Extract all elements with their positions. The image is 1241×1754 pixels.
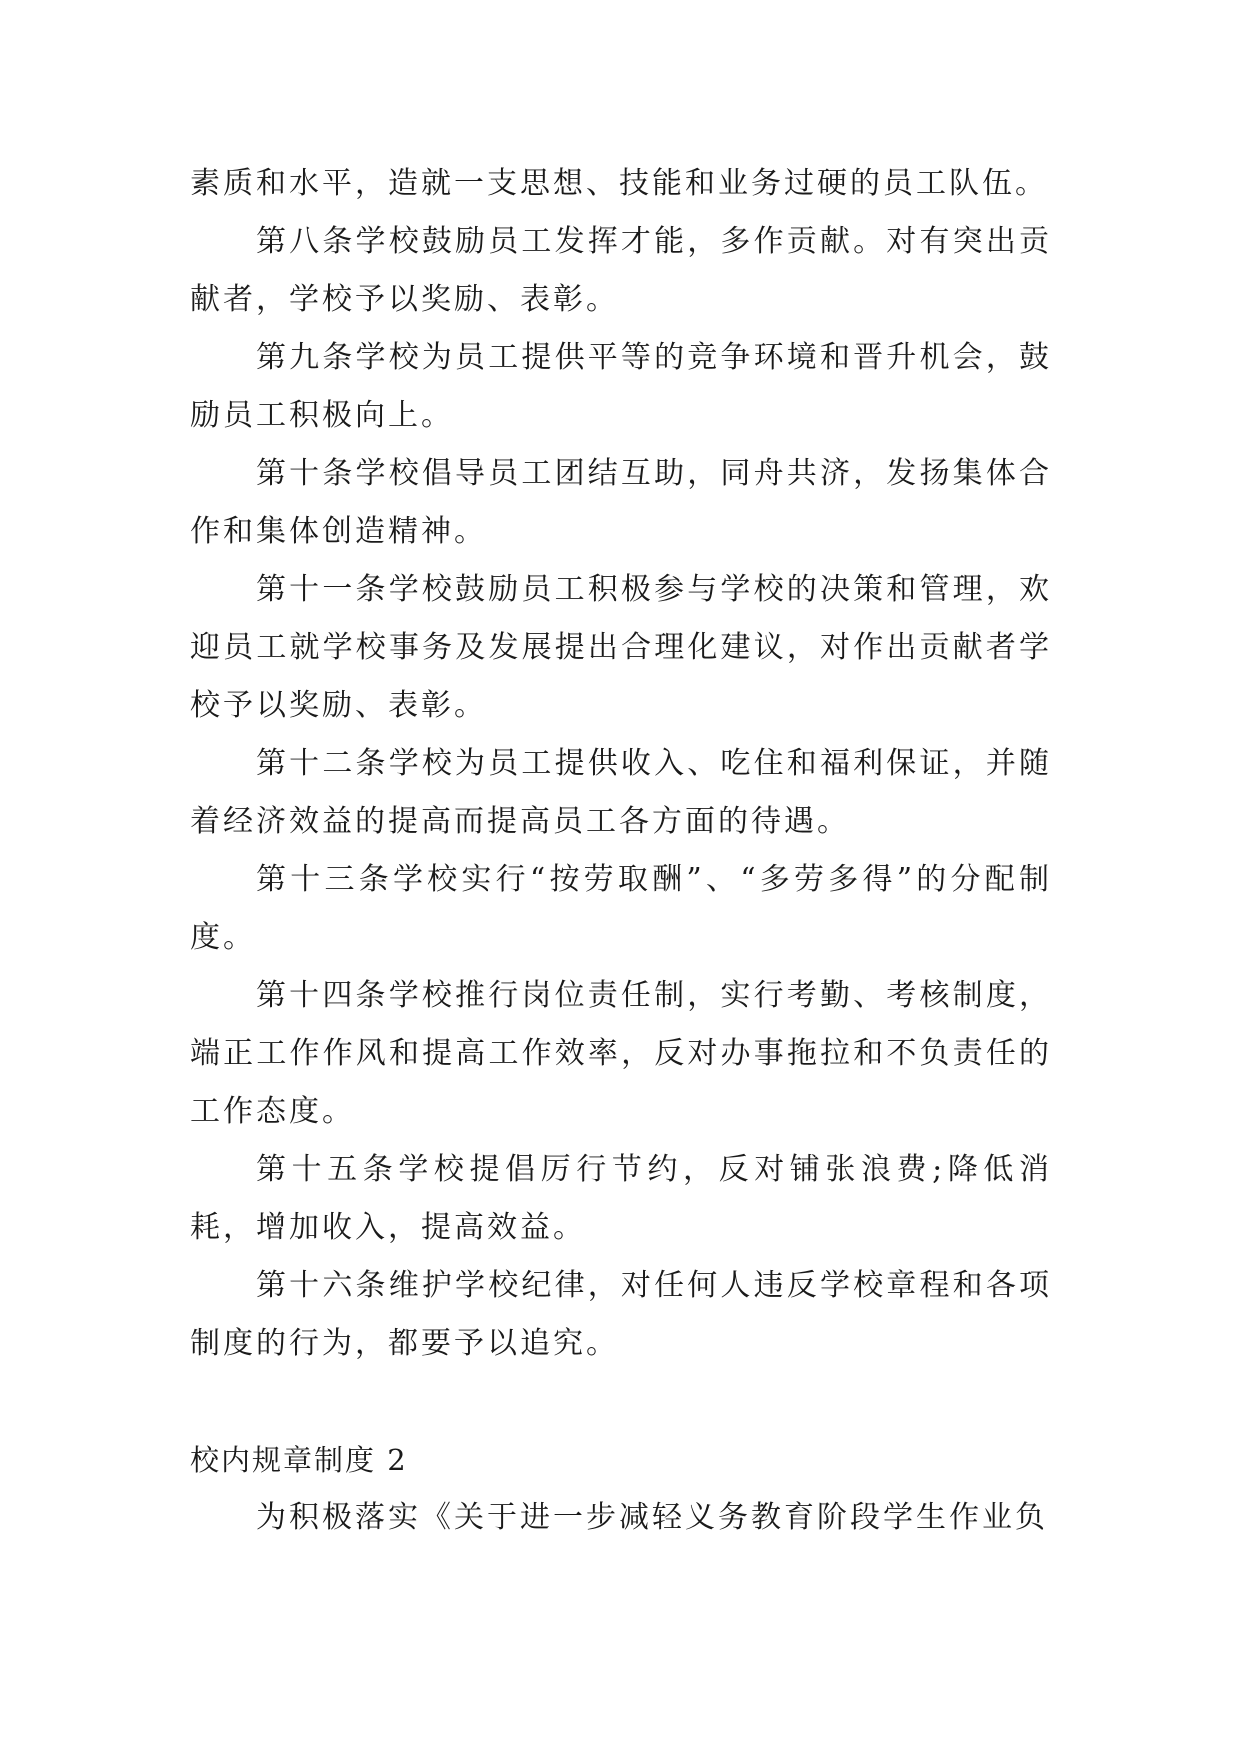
paragraph-article-8: 第八条学校鼓励员工发挥才能，多作贡献。对有突出贡献者，学校予以奖励、表彰。 <box>190 224 1052 317</box>
paragraph-1: 素质和水平，造就一支思想、技能和业务过硬的员工队伍。 <box>190 166 1048 201</box>
paragraph-article-9: 第九条学校为员工提供平等的竞争环境和晋升机会，鼓励员工积极向上。 <box>190 340 1052 433</box>
document-body <box>190 155 1052 1547</box>
paragraph-article-11: 第十一条学校鼓励员工积极参与学校的决策和管理，欢迎员工就学校事务及发展提出合理化建议，对作出贡献者学校予以奖励、表彰。 <box>190 572 1052 723</box>
paragraph-article-10: 第十条学校倡导员工团结互助，同舟共济，发扬集体合作和集体创造精神。 <box>190 456 1052 549</box>
paragraph-article-13: 第十三条学校实行“按劳取酬”、“多劳多得”的分配制度。 <box>190 862 1052 955</box>
paragraph-article-15: 第十五条学校提倡厉行节约，反对铺张浪费;降低消耗，增加收入，提高效益。 <box>190 1152 1052 1245</box>
paragraph-article-14: 第十四条学校推行岗位责任制，实行考勤、考核制度，端正工作作风和提高工作效率，反对办事拖拉和不负责任的工作态度。 <box>190 978 1052 1129</box>
paragraph-article-12: 第十二条学校为员工提供收入、吃住和福利保证，并随着经济效益的提高而提高员工各方面的待遇。 <box>190 746 1052 839</box>
paragraph-article-16: 第十六条维护学校纪律，对任何人违反学校章程和各项制度的行为，都要予以追究。 <box>190 1268 1052 1361</box>
section-paragraph: 为积极落实《关于进一步减轻义务教育阶段学生作业负 <box>256 1500 1048 1535</box>
section-title: 校内规章制度 2 <box>190 1443 408 1477</box>
